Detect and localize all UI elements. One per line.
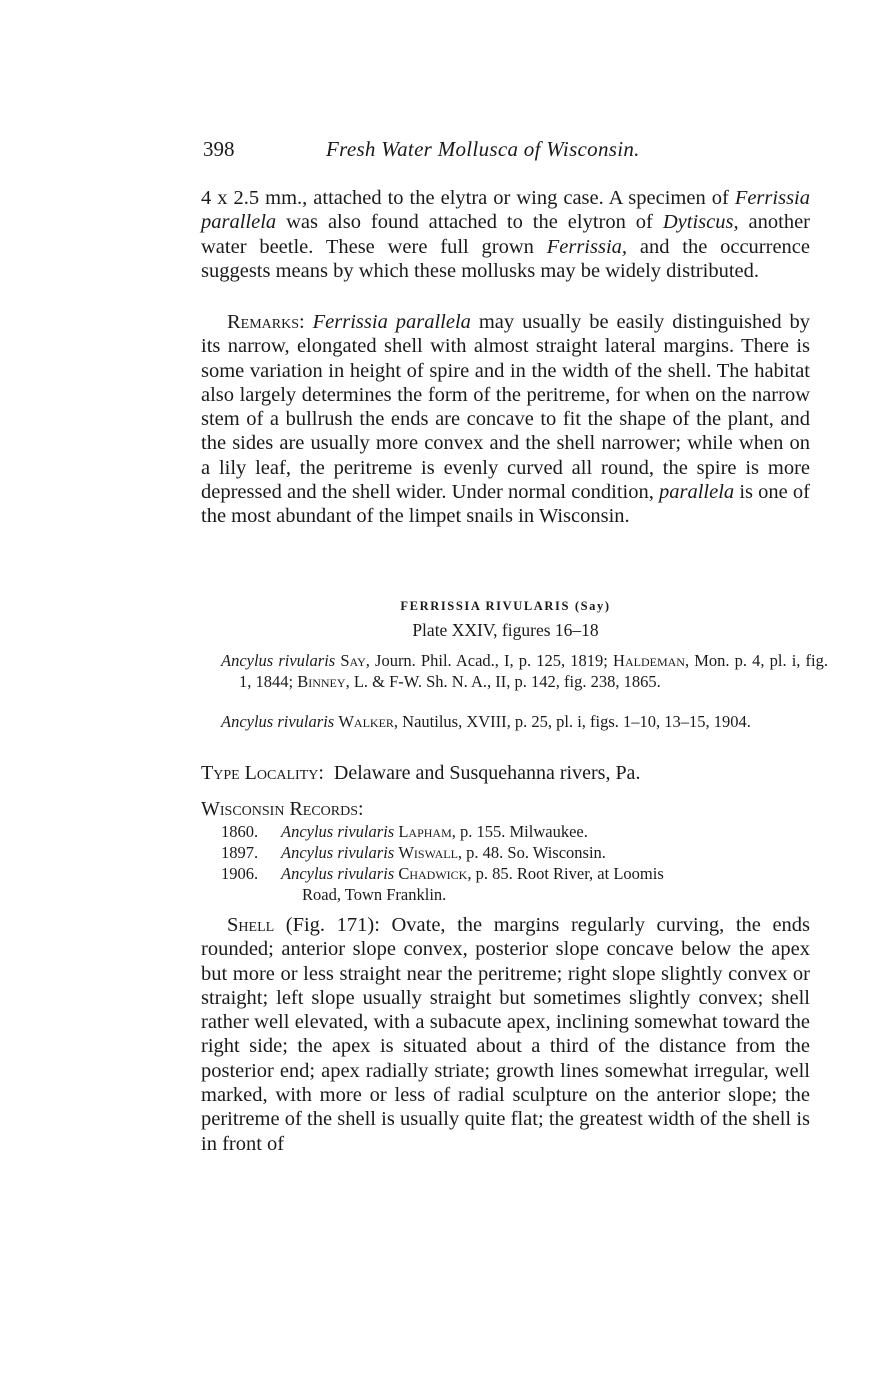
shell-paragraph: Shell (Fig. 171): Ovate, the margins regularly curving, the ends rounded; anterior slope convex, posterior slope concave below the apex but more or less straight near the peritreme; right slope slightly convex or straight; left slope usually straight but sometimes slightly convex; shell rather well elevated, with a subacute apex, inclining somewhat toward the right side; the apex is situated about a third of the distance from the posterior end; apex radially striate; growth lines somewhat irregular, well marked, with more or less of radial sculpture on the anterior slope; the peritreme of the shell is usually quite flat; the greatest width of the shell is in front of [201,914,811,1155]
shell-label: Shell [227,914,275,936]
species-author: (Say) [574,599,611,613]
running-title: Fresh Water Mollusca of Wisconsin. [326,137,640,161]
species-heading [201,599,810,614]
type-locality-value: Delaware and Susquehanna rivers, Pa. [333,762,641,784]
species-name: FERRISSIA RIVULARIS [400,599,571,613]
paragraph-continuation: 4 x 2.5 mm., attached to the elytra or wing case. A specimen of Ferrissia parallela was also found attached to the elytron of Dytiscus, another water beetle. These were full grown Ferrissia, and the occurrence suggests means by which these mollusks may be widely distributed. [201,187,811,282]
record-item: 1906. Ancylus rivularis Chadwick, p. 85. Root River, at Loomis Road, Town Franklin. [221,864,664,904]
remarks-paragraph: Remarks: Ferrissia parallela may usually be easily distinguished by its narrow, elongated shell with almost straight lateral margins. There is some variation in height of spire and in the width of the shell. The habitat also largely determines the form of the peritreme, for when on the narrow stem of a bullrush the ends are concave to fit the shape of the plant, and the sides are usually more convex and the shell narrower; while when on a lily leaf, the peritreme is evenly curved all round, the spire is more depressed and the shell wider. Under normal condition, parallela is one of the most abundant of the limpet snails in Wisconsin. [201,311,811,528]
synonymy-entry: Ancylus rivularis Walker, Nautilus, XVIII, p. 25, pl. i, figs. 1–10, 13–15, 1904. [221,712,751,731]
record-item: 1897. Ancylus rivularis Wiswall, p. 48. So. Wisconsin. [221,843,606,862]
plate-reference: Plate XXIV, figures 16–18 [412,620,599,640]
page-number: 398 [203,137,235,161]
type-locality-label: Type Locality: [201,762,324,784]
type-locality [201,761,810,785]
record-item: 1860. Ancylus rivularis Lapham, p. 155. Milwaukee. [221,822,588,841]
records-label: Wisconsin Records: [201,798,364,820]
synonymy-entry: Ancylus rivularis Say, Journ. Phil. Acad., I, p. 125, 1819; Haldeman, Mon. p. 4, pl. i, fig. 1, 1844; Binney, L. & F-W. Sh. N. A., II, p. 142, fig. 238, 1865. [221,651,829,691]
remarks-label: Remarks: [227,311,305,333]
